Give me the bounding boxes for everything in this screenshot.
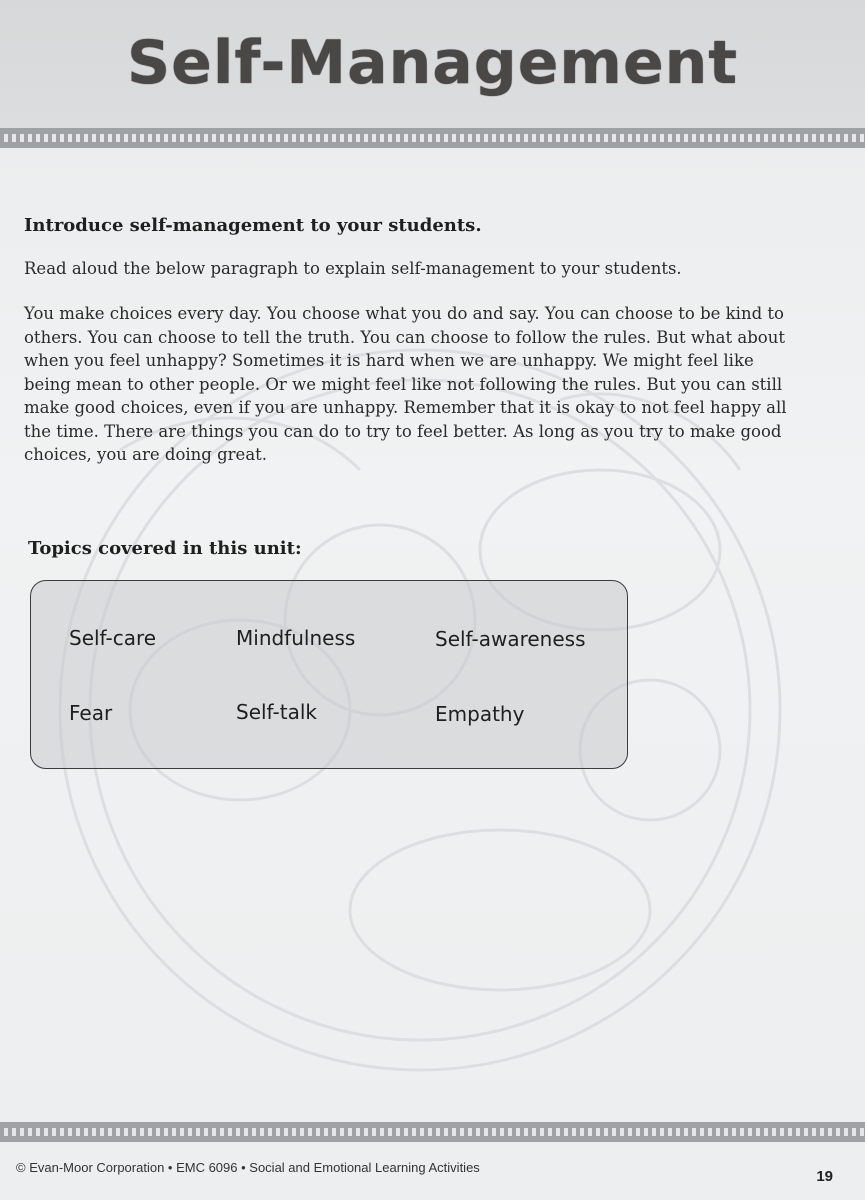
footer-divider-stripe	[0, 1122, 865, 1142]
topic-empathy: Empathy	[435, 702, 525, 726]
topic-self-care: Self-care	[69, 626, 157, 650]
self-management-paragraph: You make choices every day. You choose what you do and say. You can choose to be kind to others. You can choose to tell the truth. You can choose to follow the rules. But what about when you feel unhappy? Sometimes it is hard when we are unhappy. We might feel like being mean to other people. Or we might feel like not following the rules. But you can still make good choices, even if you are unhappy. Remember that it is okay to not feel happy all the time. There are things you can do to try to feel better. As long as you try to make good choices, you are doing great.	[24, 304, 787, 464]
topic-self-talk: Self-talk	[236, 700, 317, 724]
topic-fear: Fear	[69, 701, 113, 725]
topics-box	[30, 580, 628, 769]
topics-heading: Topics covered in this unit:	[28, 538, 302, 559]
page-title: Self-Management	[126, 28, 739, 98]
read-aloud-instruction: Read aloud the below paragraph to explain self-management to your students.	[24, 259, 682, 278]
topic-self-awareness: Self-awareness	[435, 627, 586, 651]
topic-mindfulness: Mindfulness	[236, 626, 356, 650]
page-header	[0, 0, 865, 148]
header-divider-stripe	[0, 128, 865, 148]
page-number: 19	[816, 1168, 833, 1185]
footer-credit: © Evan-Moor Corporation • EMC 6096 • Social and Emotional Learning Activities	[16, 1160, 480, 1175]
intro-heading: Introduce self-management to your students.	[24, 215, 482, 236]
